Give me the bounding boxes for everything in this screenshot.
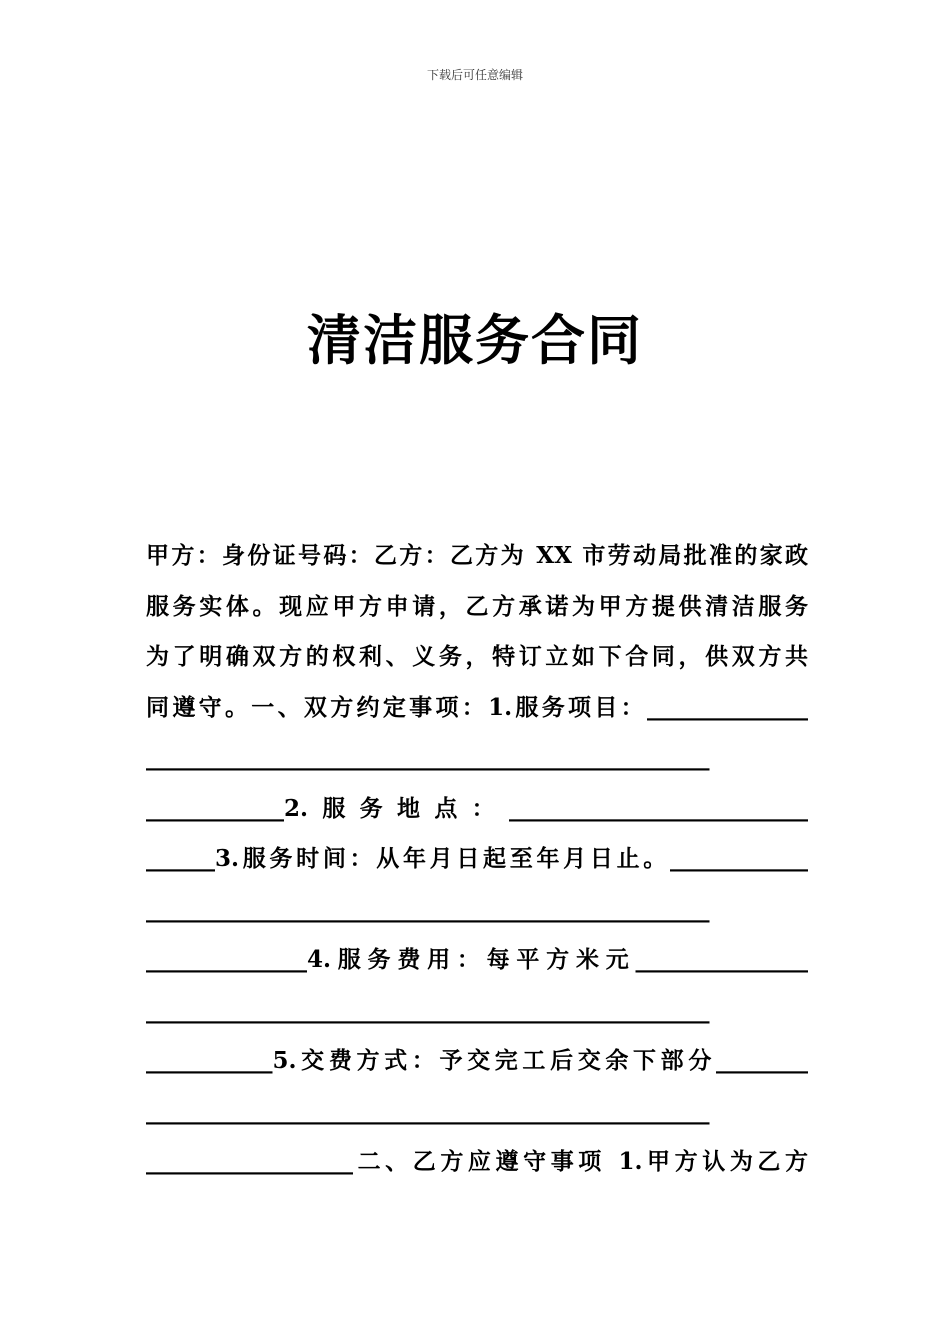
blank-line: _________________________________________________ xyxy=(146,1097,710,1125)
header-note: 下载后可任意编辑 xyxy=(426,68,523,82)
body-line: ___________5.交费方式：予交完工后交余下部分________ xyxy=(146,1047,808,1074)
contract-body xyxy=(146,531,808,1188)
body-line: ______3.服务时间：从年月日起至年月日止。____________ xyxy=(146,845,808,872)
body-line: 为了明确双方的权利、义务，特订立如下合同，供双方共 xyxy=(146,643,808,670)
body-line: 同遵守。一、双方约定事项：1.服务项目：______________ xyxy=(146,693,808,721)
body-line: __________________二、乙方应遵守事项 1.甲方认为乙方 xyxy=(146,1148,808,1175)
document-title: 清洁服务合同 xyxy=(307,308,643,372)
blank-line: _________________________________________________ xyxy=(146,744,710,771)
body-line: 甲方：身份证号码：乙方：乙方为 XX 市劳动局批准的家政 xyxy=(146,542,808,569)
body-line: 服务实体。现应甲方申请，乙方承诺为甲方提供清洁服务 xyxy=(146,592,808,620)
blank-line: _________________________________________________ xyxy=(146,996,710,1024)
blank-line: _________________________________________________ xyxy=(146,895,710,923)
body-line: ______________4.服务费用：每平方米元_______________ xyxy=(146,946,808,973)
body-line: ____________2.服务地点：__________________________ xyxy=(146,794,808,822)
